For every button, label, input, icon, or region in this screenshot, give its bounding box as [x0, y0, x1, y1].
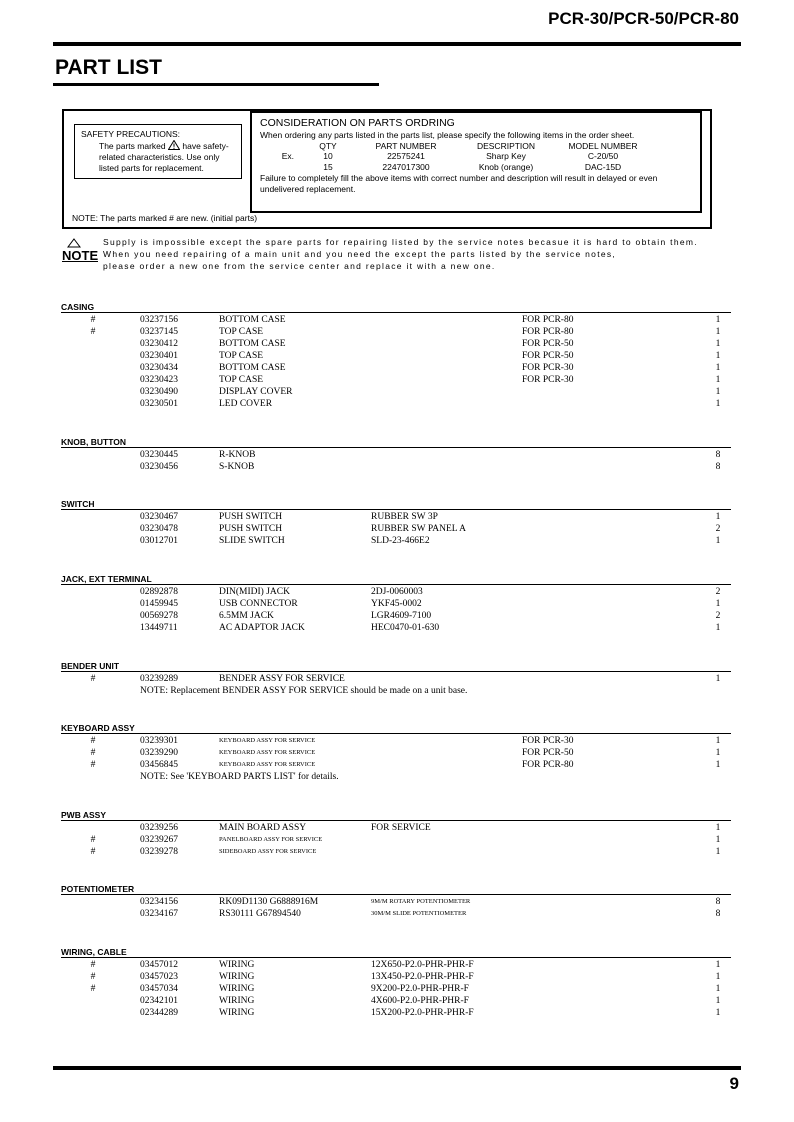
section-rule — [61, 584, 731, 585]
part-spec: 9X200-P2.0-PHR-PHR-F — [371, 984, 469, 994]
part-qty: 1 — [715, 1008, 721, 1018]
part-part: 03234156 — [140, 897, 178, 907]
safety-title: SAFETY PRECAUTIONS: — [81, 129, 181, 139]
order-example-qty: 15 — [323, 161, 333, 172]
order-headers — [260, 141, 692, 152]
part-mark: # — [90, 972, 96, 982]
part-spec: 13X450-P2.0-PHR-PHR-F — [371, 972, 474, 982]
part-row — [61, 523, 731, 535]
part-qty: 1 — [715, 363, 721, 373]
part-part: 02344289 — [140, 1008, 178, 1018]
part-part: 03457012 — [140, 960, 178, 970]
part-part: 03230412 — [140, 339, 178, 349]
part-qty: 8 — [715, 897, 721, 907]
order-example-desc: Knob (orange) — [478, 161, 534, 172]
part-qty: 1 — [715, 327, 721, 337]
part-row — [61, 747, 731, 759]
part-desc: WIRING — [219, 984, 255, 994]
order-example-row — [260, 151, 692, 162]
section-rule — [61, 733, 731, 734]
part-part: 03239256 — [140, 823, 178, 833]
part-row — [61, 511, 731, 523]
part-part: 03230490 — [140, 387, 178, 397]
part-qty: 1 — [715, 760, 721, 770]
section-rule — [61, 957, 731, 958]
part-qty: 1 — [715, 375, 721, 385]
section-title: CASING — [61, 302, 95, 312]
part-row — [61, 314, 731, 326]
order-header-description: DESCRIPTION — [476, 140, 536, 151]
part-part: 00569278 — [140, 611, 178, 621]
part-qty: 1 — [715, 599, 721, 609]
part-desc: PANELBOARD ASSY FOR SERVICE — [219, 836, 323, 843]
part-row — [61, 673, 731, 685]
part-desc: WIRING — [219, 972, 255, 982]
part-mark: # — [90, 748, 96, 758]
part-desc: DISPLAY COVER — [219, 387, 293, 397]
part-note: FOR PCR-50 — [522, 339, 574, 349]
part-part: 03230467 — [140, 512, 178, 522]
part-part: 03230501 — [140, 399, 178, 409]
part-row — [61, 971, 731, 983]
supply-note-text — [103, 236, 698, 272]
note-icon-label: NOTE — [62, 248, 99, 262]
part-note: FOR PCR-50 — [522, 351, 574, 361]
part-desc: RK09D1130 G6888916M — [219, 897, 319, 907]
part-note: FOR PCR-30 — [522, 363, 574, 373]
part-spec: HEC0470-01-630 — [371, 623, 440, 633]
part-qty: 1 — [715, 387, 721, 397]
supply-note-line: Supply is impossible except the spare parts for repairing listed by the service notes becasue it is hard to obtain them. — [103, 237, 698, 247]
part-spec: 4X600-P2.0-PHR-PHR-F — [371, 996, 469, 1006]
parts-section — [61, 884, 731, 920]
part-desc: KEYBOARD ASSY FOR SERVICE — [219, 737, 316, 744]
parts-section — [61, 437, 731, 473]
part-desc: KEYBOARD ASSY FOR SERVICE — [219, 749, 316, 756]
part-part: 03239289 — [140, 674, 178, 684]
parts-section — [61, 661, 731, 697]
part-part: 03239301 — [140, 736, 178, 746]
part-desc: DIN(MIDI) JACK — [219, 587, 290, 597]
part-note: FOR PCR-80 — [522, 327, 574, 337]
supply-note-line: When you need repairing of a main unit and you need the except the parts listed by the service notes, — [103, 249, 617, 259]
part-desc: SLIDE SWITCH — [219, 536, 285, 546]
part-part: 03012701 — [140, 536, 178, 546]
order-title: CONSIDERATION ON PARTS ORDRING — [260, 117, 455, 129]
section-rule — [61, 894, 731, 895]
part-part: 03230445 — [140, 450, 178, 460]
order-example-model: C-20/50 — [587, 151, 619, 161]
model-header: PCR-30/PCR-50/PCR-80 — [548, 9, 739, 28]
section-rule — [61, 820, 731, 821]
part-part: 02892878 — [140, 587, 178, 597]
part-note: FOR PCR-30 — [522, 375, 574, 385]
part-row — [61, 759, 731, 771]
part-row — [61, 398, 731, 410]
section-title: KEYBOARD ASSY — [61, 723, 135, 733]
section-rule — [61, 312, 731, 313]
part-spec: SLD-23-466E2 — [371, 536, 430, 546]
section-note: NOTE: Replacement BENDER ASSY FOR SERVICE should be made on a unit base. — [140, 686, 468, 696]
part-part: 03230434 — [140, 363, 178, 373]
part-part: 03230456 — [140, 462, 178, 472]
part-qty: 1 — [715, 315, 721, 325]
part-desc: TOP CASE — [219, 351, 264, 361]
parts-section — [61, 574, 731, 634]
part-desc: R-KNOB — [219, 450, 256, 460]
part-mark: # — [90, 315, 96, 325]
safety-precautions-box — [74, 124, 242, 179]
part-spec: RUBBER SW PANEL A — [371, 524, 466, 534]
part-spec: RUBBER SW 3P — [371, 512, 438, 522]
part-qty: 1 — [715, 399, 721, 409]
part-spec: LGR4609-7100 — [371, 611, 432, 621]
part-desc: TOP CASE — [219, 327, 264, 337]
part-row — [61, 995, 731, 1007]
part-qty: 1 — [715, 674, 721, 684]
safety-text — [81, 140, 235, 174]
part-row — [61, 610, 731, 622]
section-title: JACK, EXT TERMINAL — [61, 574, 152, 584]
part-mark: # — [90, 960, 96, 970]
order-header-qty: QTY — [319, 140, 337, 151]
safety-text-b: have safety-related characteristics. Use only listed parts for replacement. — [99, 141, 229, 173]
part-part: 03237145 — [140, 327, 178, 337]
part-desc: S-KNOB — [219, 462, 255, 472]
section-title: KNOB, BUTTON — [61, 437, 127, 447]
part-row — [61, 374, 731, 386]
part-qty: 1 — [715, 996, 721, 1006]
part-qty: 8 — [715, 450, 721, 460]
part-row — [61, 896, 731, 908]
part-spec: 30M/M SLIDE POTENTIOMETER — [371, 910, 467, 917]
part-mark: # — [90, 736, 96, 746]
part-part: 03457034 — [140, 984, 178, 994]
part-row — [61, 834, 731, 846]
part-note: FOR PCR-80 — [522, 315, 574, 325]
part-part: 03234167 — [140, 909, 178, 919]
part-row — [61, 846, 731, 858]
part-qty: 1 — [715, 984, 721, 994]
part-mark: # — [90, 327, 96, 337]
part-spec: 12X650-P2.0-PHR-PHR-F — [371, 960, 474, 970]
warning-triangle-icon — [168, 140, 180, 150]
order-intro: When ordering any parts listed in the parts list, please specify the following items in the order sheet. — [260, 130, 635, 140]
part-part: 03239278 — [140, 847, 178, 857]
order-header-model-number: MODEL NUMBER — [568, 140, 638, 151]
supply-note-line: please order a new one from the service center and replace it with a new one. — [103, 261, 496, 271]
part-qty: 8 — [715, 462, 721, 472]
part-row — [61, 735, 731, 747]
new-parts-note: NOTE: The parts marked # are new. (initial parts) — [72, 213, 258, 223]
parts-section — [61, 723, 731, 783]
part-mark: # — [90, 984, 96, 994]
part-row — [61, 983, 731, 995]
part-part: 03230401 — [140, 351, 178, 361]
part-row — [61, 822, 731, 834]
part-desc: WIRING — [219, 960, 255, 970]
part-desc: PUSH SWITCH — [219, 512, 283, 522]
order-ex-label: Ex. — [281, 151, 294, 161]
part-row — [61, 461, 731, 473]
part-mark: # — [90, 847, 96, 857]
part-qty: 1 — [715, 623, 721, 633]
part-qty: 1 — [715, 351, 721, 361]
part-row — [61, 598, 731, 610]
part-note: FOR PCR-50 — [522, 748, 574, 758]
order-example-row — [260, 162, 692, 173]
order-consideration-box — [250, 111, 702, 213]
part-qty: 1 — [715, 748, 721, 758]
part-spec: 2DJ-0060003 — [371, 587, 423, 597]
page-number: 9 — [729, 1074, 739, 1093]
order-example-desc: Sharp Key — [486, 151, 526, 161]
part-spec: FOR SERVICE — [371, 823, 431, 833]
section-title: PWB ASSY — [61, 810, 107, 820]
part-desc: 6.5MM JACK — [219, 611, 274, 621]
part-row — [61, 386, 731, 398]
part-spec: 9M/M ROTARY POTENTIOMETER — [371, 898, 471, 905]
order-example-qty: 10 — [323, 151, 333, 161]
part-desc: BENDER ASSY FOR SERVICE — [219, 674, 345, 684]
part-qty: 2 — [715, 587, 721, 597]
part-note: FOR PCR-30 — [522, 736, 574, 746]
part-desc: PUSH SWITCH — [219, 524, 283, 534]
part-part: 03230478 — [140, 524, 178, 534]
section-note: NOTE: See 'KEYBOARD PARTS LIST' for details. — [140, 772, 339, 782]
top-rule — [53, 42, 741, 46]
part-note: FOR PCR-80 — [522, 760, 574, 770]
part-desc: SIDEBOARD ASSY FOR SERVICE — [219, 848, 317, 855]
part-desc: USB CONNECTOR — [219, 599, 298, 609]
part-part: 13449711 — [140, 623, 178, 633]
part-part: 03456845 — [140, 760, 178, 770]
part-row — [61, 586, 731, 598]
safety-text-a: The parts marked — [99, 141, 166, 151]
part-spec: YKF45-0002 — [371, 599, 422, 609]
part-row — [61, 326, 731, 338]
part-part: 03237156 — [140, 315, 178, 325]
part-mark: # — [90, 835, 96, 845]
part-part: 03457023 — [140, 972, 178, 982]
parts-section — [61, 947, 731, 1019]
part-row — [61, 535, 731, 547]
part-desc: BOTTOM CASE — [219, 339, 286, 349]
part-qty: 1 — [715, 736, 721, 746]
part-qty: 1 — [715, 847, 721, 857]
section-title: WIRING, CABLE — [61, 947, 127, 957]
section-rule — [61, 671, 731, 672]
parts-section — [61, 302, 731, 410]
part-part: 03239290 — [140, 748, 178, 758]
part-qty: 1 — [715, 960, 721, 970]
title-rule — [53, 83, 379, 86]
part-desc: TOP CASE — [219, 375, 264, 385]
part-desc: WIRING — [219, 996, 255, 1006]
part-part: 03239267 — [140, 835, 178, 845]
part-qty: 1 — [715, 823, 721, 833]
note-icon — [60, 238, 100, 262]
part-part: 01459945 — [140, 599, 178, 609]
order-header-part-number: PART NUMBER — [375, 140, 437, 151]
parts-section — [61, 499, 731, 547]
part-qty: 1 — [715, 972, 721, 982]
part-part: 02342101 — [140, 996, 178, 1006]
part-row — [61, 908, 731, 920]
notice-box — [62, 109, 712, 229]
parts-section — [61, 810, 731, 858]
part-part: 03230423 — [140, 375, 178, 385]
part-qty: 2 — [715, 524, 721, 534]
order-footer: Failure to completely fill the above items with correct number and description will result in delayed or even undelivered replacement. — [260, 173, 658, 194]
part-qty: 2 — [715, 611, 721, 621]
bottom-rule — [53, 1066, 741, 1070]
part-qty: 1 — [715, 339, 721, 349]
part-desc: LED COVER — [219, 399, 273, 409]
part-row — [61, 362, 731, 374]
part-row — [61, 959, 731, 971]
order-example-part: 2247017300 — [382, 161, 430, 172]
section-rule — [61, 509, 731, 510]
section-rule — [61, 447, 731, 448]
order-example-model: DAC-15D — [584, 161, 622, 172]
part-desc: RS30111 G67894540 — [219, 909, 301, 919]
section-title: SWITCH — [61, 499, 95, 509]
part-qty: 1 — [715, 835, 721, 845]
order-example-part: 22575241 — [387, 151, 425, 161]
part-row — [61, 350, 731, 362]
part-mark: # — [90, 760, 96, 770]
section-title: BENDER UNIT — [61, 661, 120, 671]
part-row — [61, 449, 731, 461]
part-qty: 8 — [715, 909, 721, 919]
page-title: PART LIST — [55, 56, 162, 79]
part-row — [61, 622, 731, 634]
part-row — [61, 1007, 731, 1019]
part-desc: AC ADAPTOR JACK — [219, 623, 305, 633]
part-spec: 15X200-P2.0-PHR-PHR-F — [371, 1008, 474, 1018]
part-qty: 1 — [715, 536, 721, 546]
part-qty: 1 — [715, 512, 721, 522]
part-desc: BOTTOM CASE — [219, 315, 286, 325]
part-desc: MAIN BOARD ASSY — [219, 823, 307, 833]
part-desc: BOTTOM CASE — [219, 363, 286, 373]
part-desc: WIRING — [219, 1008, 255, 1018]
part-desc: KEYBOARD ASSY FOR SERVICE — [219, 761, 316, 768]
section-title: POTENTIOMETER — [61, 884, 135, 894]
part-mark: # — [90, 674, 96, 684]
part-row — [61, 338, 731, 350]
